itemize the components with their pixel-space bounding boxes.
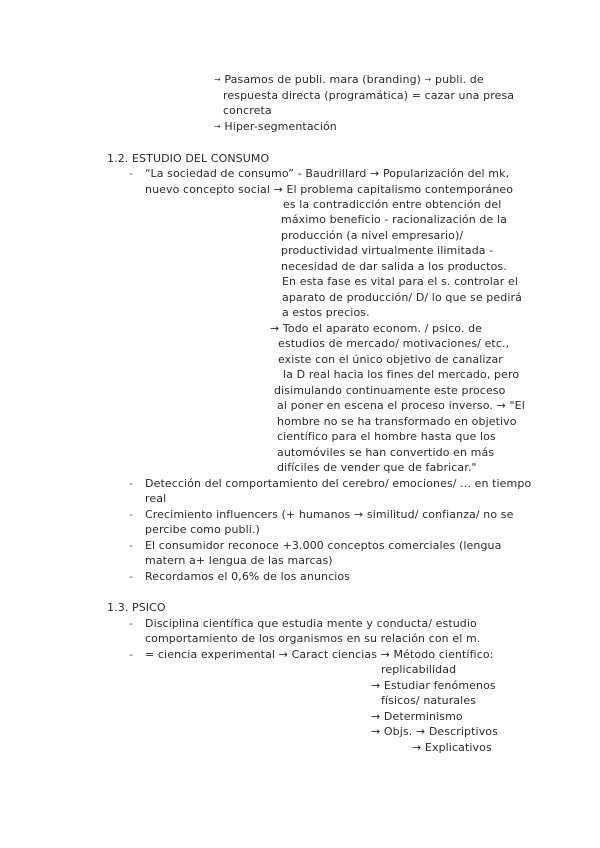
bullet-dash: - (129, 539, 133, 552)
bullet-item: Crecimiento influencers (+ humanos → similitud/ confianza/ no se (145, 508, 514, 521)
text-line: es la contradicción entre obtención del (283, 198, 502, 211)
bullet-item: El consumidor reconoce +3.000 conceptos comerciales (lengua (145, 539, 502, 552)
text-line: = ciencia experimental → Caract ciencias → Método científico: (145, 648, 494, 661)
text-line: físicos/ naturales (381, 694, 477, 707)
text-line: producción (a nivel empresario)/ (281, 229, 464, 242)
arrow-icon: → (214, 75, 221, 84)
bullet-item: Detección del comportamiento del cerebro/ emociones/ ... en tiempo (145, 477, 532, 490)
text-line: automóviles se han convertido en más (277, 446, 495, 459)
bullet-dash: - (129, 477, 133, 490)
text-line: comportamiento de los organismos en su relación con el m. (145, 632, 481, 645)
text-line: En esta fase es vital para el s. controlar el (282, 275, 518, 288)
bullet-dash: - (129, 508, 133, 521)
text-line: replicabilidad (381, 663, 457, 676)
section-heading: 1.2. ESTUDIO DEL CONSUMO (107, 152, 270, 165)
text-line: al poner en escena el proceso inverso. → "El (277, 399, 525, 412)
text-line: → Explicativos (412, 741, 492, 754)
text-line: difíciles de vender que de fabricar." (277, 461, 477, 474)
text-line: hombre no se ha transformado en objetivo (277, 415, 517, 428)
text-line: → Determinismo (371, 710, 463, 723)
text-line: necesidad de dar salida a los productos. (281, 260, 507, 273)
text-line: “La sociedad de consumo” - Baudrillard → Popularización del mk, (145, 167, 510, 180)
text-line: la D real hacia los fines del mercado, pero (283, 368, 520, 381)
text-line: a estos precios. (282, 306, 370, 319)
top-line-2: respuesta directa (programática) = cazar una presa (223, 89, 515, 102)
bullet-item: matern a+ lengua de las marcas) (145, 554, 333, 567)
text-line: productividad virtualmente ilimitada - (281, 244, 494, 257)
text-line: → Todo el aparato econom. / psico. de (270, 322, 483, 335)
text-line: disimulando continuamente este proceso (274, 384, 506, 397)
top-line-4: → Hiper-segmentación (214, 120, 337, 133)
text-line: Disciplina científica que estudia mente y conducta/ estudio (145, 617, 477, 630)
text-line: científico para el hombre hasta que los (277, 430, 496, 443)
bullet-dash: - (129, 617, 133, 630)
bullet-item: real (145, 492, 167, 505)
text-line: aparato de producción/ D/ lo que se pedirá (282, 291, 522, 304)
section-heading: 1.3. PSICO (107, 601, 166, 614)
arrow-icon: → (214, 122, 221, 131)
text-line: → Objs. → Descriptivos (371, 725, 498, 738)
bullet-item: percibe como publi.) (145, 523, 260, 536)
text-line: máximo beneficio - racionalización de la (281, 213, 507, 226)
text-line: estudios de mercado/ motivaciones/ etc., (278, 337, 510, 350)
top-line-3: concreta (223, 104, 272, 117)
top-line-1: → Pasamos de publi. mara (branding) → publi. de (214, 73, 484, 86)
bullet-dash: - (129, 167, 133, 180)
arrow-icon: → (424, 75, 432, 84)
bullet-dash: - (129, 648, 133, 661)
text-line: → Estudiar fenómenos (371, 679, 496, 692)
bullet-dash: - (129, 570, 133, 583)
text-line: existe con el único objetivo de canalizar (278, 353, 503, 366)
text-line: nuevo concepto social → El problema capitalismo contemporáneo (145, 183, 514, 196)
bullet-item: Recordamos el 0,6% de los anuncios (145, 570, 351, 583)
